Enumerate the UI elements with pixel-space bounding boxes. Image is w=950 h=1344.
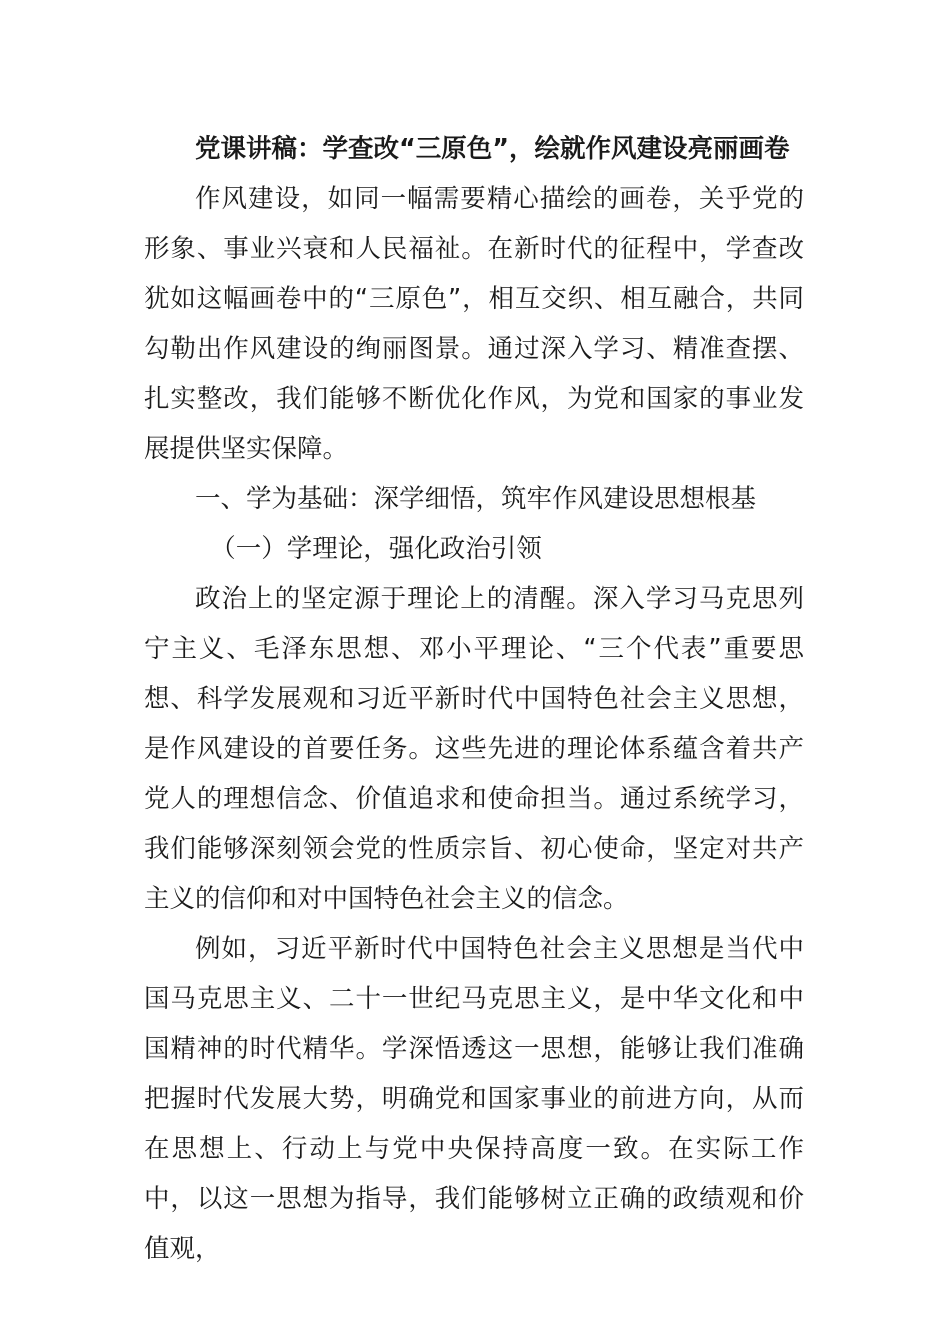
intro-paragraph: 作风建设，如同一幅需要精心描绘的画卷，关乎党的形象、事业兴衰和人民福祉。在新时代的征程中，学查改犹如这幅画卷中的“三原色”，相互交织、相互融合，共同勾勒出作风建设的绚丽图景。通过深入学习、精准查摆、扎实整改，我们能够不断优化作风，为党和国家的事业发展提供坚实保障。: [144, 184, 804, 464]
section-heading: 一、学为基础：深学细悟，筑牢作风建设思想根基: [195, 484, 757, 514]
subsection-heading: （一）学理论，强化政治引领: [210, 534, 542, 564]
body-paragraph: 政治上的坚定源于理论上的清醒。深入学习马克思列宁主义、毛泽东思想、邓小平理论、“三个代表”重要思想、科学发展观和习近平新时代中国特色社会主义思想，是作风建设的首要任务。这些先进的理论体系蕴含着共产党人的理想信念、价值追求和使命担当。通过系统学习，我们能够深刻领会党的性质宗旨、初心使命，坚定对共产主义的信仰和对中国特色社会主义的信念。: [144, 584, 804, 914]
document-title: 党课讲稿：学查改“三原色”，绘就作风建设亮丽画卷: [195, 134, 790, 164]
body-paragraph: 例如，习近平新时代中国特色社会主义思想是当代中国马克思主义、二十一世纪马克思主义，是中华文化和中国精神的时代精华。学深悟透这一思想，能够让我们准确把握时代发展大势，明确党和国家事业的前进方向，从而在思想上、行动上与党中央保持高度一致。在实际工作中，以这一思想为指导，我们能够树立正确的政绩观和价值观，: [144, 934, 804, 1264]
document-body: [144, 124, 804, 1274]
